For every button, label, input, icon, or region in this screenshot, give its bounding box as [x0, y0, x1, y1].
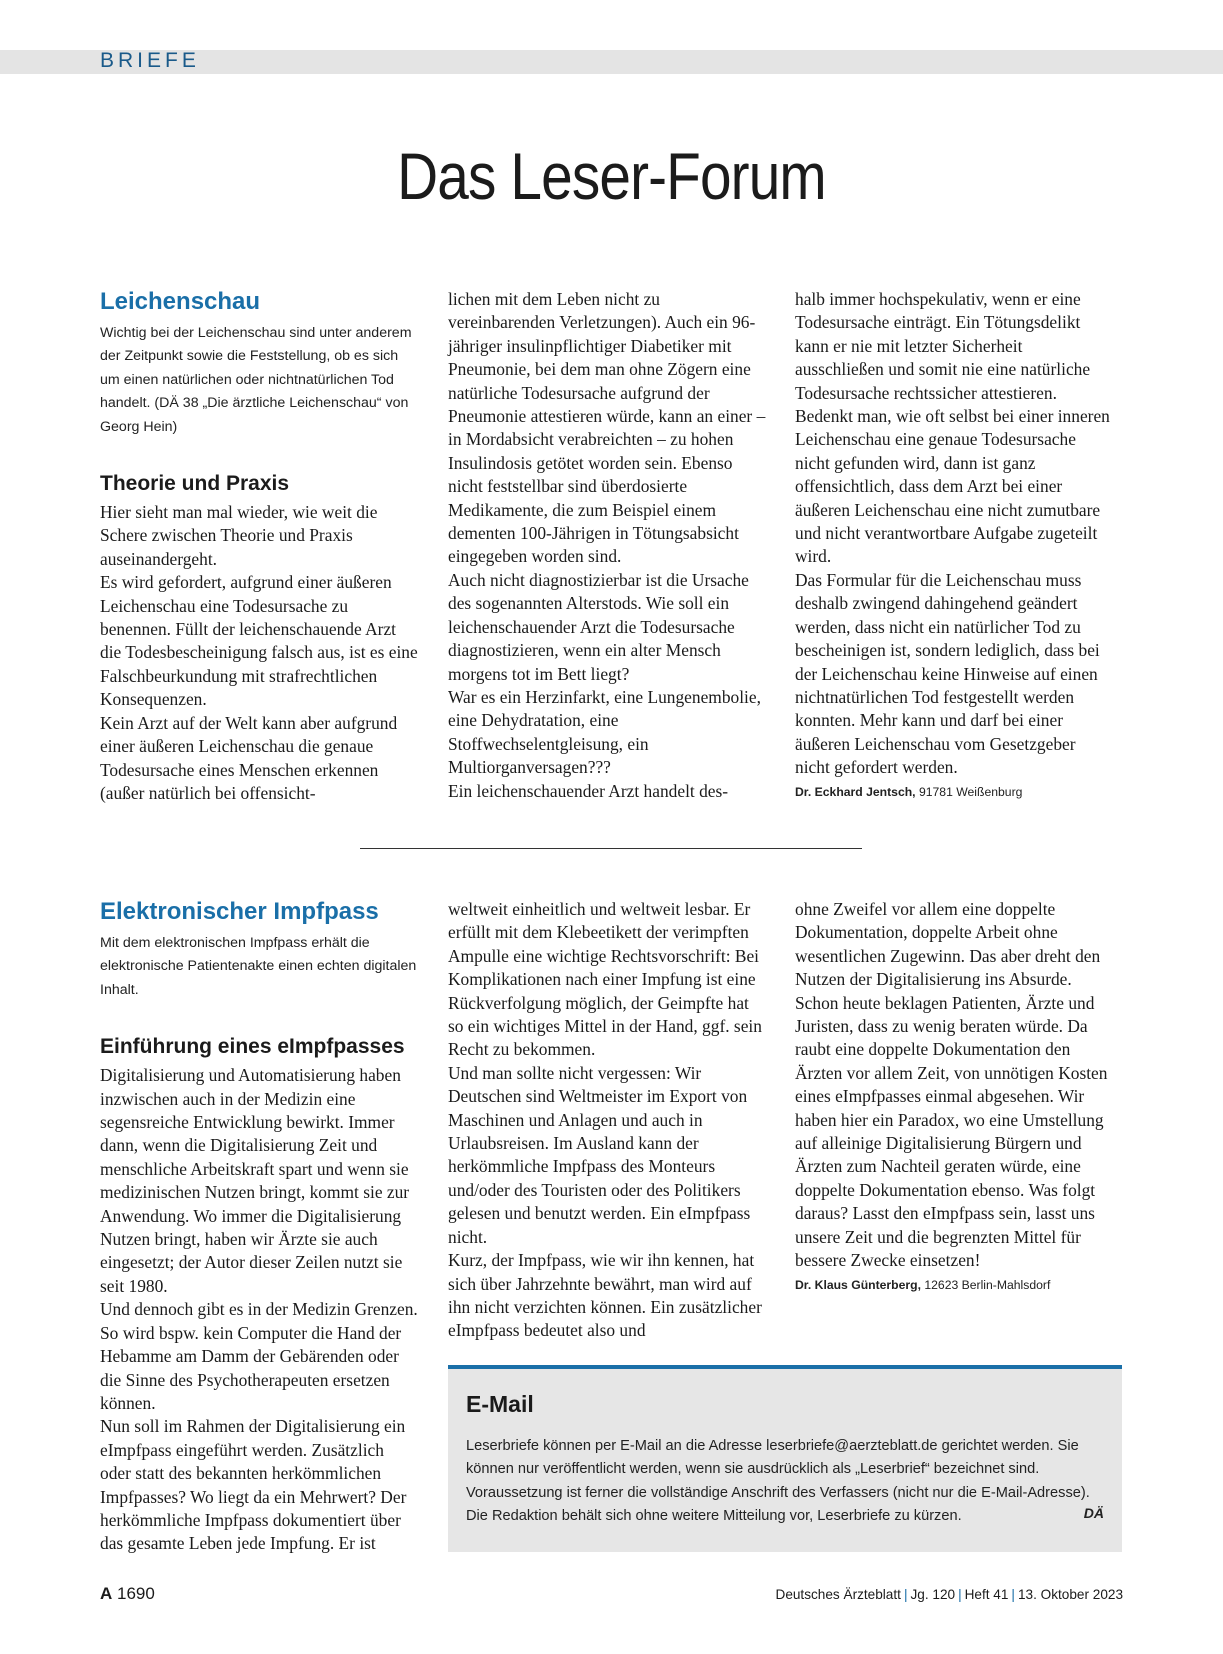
letter-divider [360, 848, 862, 849]
signature-name: Dr. Klaus Günterberg, [795, 1277, 921, 1292]
signature-name: Dr. Eckhard Jentsch, [795, 784, 916, 799]
footer-date: 13. Oktober 2023 [1017, 1587, 1123, 1602]
page-prefix: A [100, 1584, 113, 1603]
paragraph: Kein Arzt auf der Welt kann aber aufgrund einer äußeren Leichenschau die genaue Todesursache eines Menschen erkennen (außer natürlich bei offensicht- [100, 712, 398, 803]
paragraph: Es wird gefordert, aufgrund einer äußeren Leichenschau eine Todesursache zu benennen. Füllt der leichenschauende Arzt die Todesbescheinigung falsch aus, ist es eine Falschbeurkundung mit strafrechtlichen Konsequenzen. [100, 572, 418, 710]
letter2-body-3 [795, 898, 1113, 1273]
letter1-signature [795, 782, 1113, 802]
letter1-body-2 [448, 288, 766, 803]
letter2-heading: Elektronischer Impfpass [100, 898, 379, 925]
page-number-value: 1690 [117, 1584, 155, 1603]
footer-volume: Jg. 120 [910, 1587, 956, 1602]
footer-separator: | [903, 1587, 908, 1602]
paragraph: Und man sollte nicht vergessen: Wir Deutschen sind Weltmeister im Export von Maschinen und Anlagen und auch in Urlaubsreisen. Im Ausland kann der herkömmliche Impfpass des Monteurs und/oder des Touristen oder des Politikers gelesen und benutzt werden. Ein eImpfpass nicht. [448, 1062, 751, 1247]
letter1-column-2 [448, 288, 766, 803]
paragraph: lichen mit dem Leben nicht zu vereinbarenden Verletzungen). Auch ein 96-jähriger insulinpflichtiger Diabetiker mit Pneumonie, bei dem man ohne Zögern eine natürliche Todesursache aufgrund der Pneumonie attestieren würde, kann an einer – in Mordabsicht verabreichten – zu hohen Insulindosis getötet worden sein. Ebenso nicht feststellbar sind überdosierte Medikamente, die zum Beispiel einem dementen 100-Jährigen in Tötungsabsicht eingegeben worden sind. [448, 289, 766, 567]
letter2-column-3 [795, 898, 1113, 1295]
page-title: Das Leser-Forum [397, 139, 826, 213]
letter1-subheading: Theorie und Praxis [100, 472, 290, 496]
email-info-box [448, 1365, 1122, 1552]
paragraph: Kurz, der Impfpass, wie wir ihn kennen, hat sich über Jahrzehnte bewährt, man wird auf ihn nicht verzichten können. Ein zusätzlicher eImpfpass bedeutet also und [448, 1250, 762, 1341]
paragraph: Das Formular für die Leichenschau muss deshalb zwingend dahingehend geändert werden, dass nicht ein natürlicher Tod zu bescheinigen ist, sondern lediglich, dass bei der Leichenschau keine Hinweise auf einen nichtnatürlichen Tod festgestellt werden konnten. Mehr kann und darf bei einer äußeren Leichenschau vom Gesetzgeber nicht gefordert werden. [795, 569, 1100, 778]
letter1-body-3 [795, 288, 1113, 780]
letter2-column-2 [448, 898, 766, 1343]
letter2-subheading: Einführung eines eImpfpasses [100, 1035, 405, 1059]
paragraph: Nun soll im Rahmen der Digitalisierung ein eImpfpass eingeführt werden. Zusätzlich oder statt des bekannten herkömmlichen Impfpasses? Wo liegt da ein Mehrwert? Der herkömmliche Impfpass dokumentiert über das gesamte Leben jede Impfung. Er ist [100, 1416, 407, 1554]
letter1-column-1 [100, 288, 418, 805]
section-label: BRIEFE [100, 49, 200, 72]
signature-place: 12623 Berlin-Mahlsdorf [924, 1277, 1051, 1292]
page-number [100, 1584, 155, 1604]
letter1-heading: Leichenschau [100, 288, 261, 315]
footer-separator: | [1011, 1587, 1015, 1602]
footer-journal: Deutsches Ärzteblatt [775, 1587, 901, 1602]
paragraph: Schon heute beklagen Patienten, Ärzte und Juristen, dass zu wenig beraten würde. Da raubt eine doppelte Dokumentation den Ärzten vor allem Zeit, von unnötigen Kosten eines eImpfpasses einmal abgesehen. Wir haben hier ein Paradox, wo eine Umstellung auf alleinige Digitalisierung Bürgern und Ärzten zum Nachteil geraten würde, eine doppelte Dokumentation ebenso. Was folgt daraus? Lasst den eImpfpass sein, lasst uns unsere Zeit und die begrenzten Mittel für bessere Zwecke einsetzen! [795, 992, 1108, 1271]
paragraph: Auch nicht diagnostizierbar ist die Ursache des sogenannten Alterstods. Wie soll ein leichenschauender Arzt die Todesursache diagnostizieren, wenn ein alter Mensch morgens tot im Bett liegt? [448, 569, 749, 684]
paragraph: Digitalisierung und Automatisierung haben inzwischen auch in der Medizin eine segensreiche Entwicklung bewirkt. Immer dann, wenn die Digitalisierung Zeit und menschliche Arbeitskraft spart und wenn sie medizinischen Nutzen bringt, kommt sie zur Anwendung. Wo immer die Digitalisierung Nutzen bringt, haben wir Ärzte sie auch eingesetzt; der Autor dieser Zeilen nutzt sie seit 1980. [100, 1065, 410, 1296]
letter1-body-1 [100, 501, 418, 805]
email-box-title: E-Mail [466, 1391, 534, 1417]
paragraph: Bedenkt man, wie oft selbst bei einer inneren Leichenschau eine genaue Todesursache nicht gefunden wird, dann ist ganz offensichtlich, dass dem Arzt bei einer äußeren Leichenschau eine nicht zumutbare und nicht verantwortbare Aufgabe zugeteilt wird. [795, 406, 1110, 567]
paragraph: Hier sieht man mal wieder, wie weit die Schere zwischen Theorie und Praxis auseinandergeht. [100, 502, 378, 569]
paragraph: weltweit einheitlich und weltweit lesbar. Er erfüllt mit dem Klebeetikett der verimpften Ampulle eine wichtige Rechtsvorschrift: Bei Komplikationen nach einer Impfung ist eine Rückverfolgung möglich, der Geimpfte hat so ein wichtiges Mittel in der Hand, ggf. sein Recht zu bekommen. [448, 899, 762, 1060]
letter1-intro: Wichtig bei der Leichenschau sind unter anderem der Zeitpunkt sowie die Feststellung, ob es sich um einen natürlichen oder nichtnatürlichen Tod handelt. (DÄ 38 „Die ärztliche Leichenschau“ von Georg Hein) [100, 325, 412, 435]
paragraph: Ein leichenschauender Arzt handelt des- [448, 780, 729, 801]
paragraph: halb immer hochspekulativ, wenn er eine Todesursache einträgt. Ein Tötungsdelikt kann er nie mit letzter Sicherheit ausschließen und somit nie eine natürliche Todesursache rechtssicher attestieren. [795, 289, 1091, 403]
footer-citation [776, 1587, 1124, 1602]
paragraph: ohne Zweifel vor allem eine doppelte Dokumentation, doppelte Arbeit ohne wesentlichen Zugewinn. Das aber dreht den Nutzen der Digitalisierung ins Absurde. [795, 899, 1101, 990]
letter2-body-1 [100, 1064, 418, 1556]
letter2-column-1 [100, 898, 418, 1556]
footer-issue: Heft 41 [964, 1587, 1009, 1602]
letter1-column-3 [795, 288, 1113, 802]
letter2-body-2 [448, 898, 766, 1343]
paragraph: Und dennoch gibt es in der Medizin Grenzen. So wird bspw. kein Computer die Hand der Hebamme am Damm der Gebärenden oder die Sinne des Psychotherapeuten ersetzen können. [100, 1299, 418, 1413]
footer-separator: | [958, 1587, 962, 1602]
letter2-intro: Mit dem elektronischen Impfpass erhält die elektronische Patientenakte einen echten digitalen Inhalt. [100, 935, 417, 998]
paragraph: War es ein Herzinfarkt, eine Lungenembolie, eine Dehydratation, eine Stoffwechselentgleisung, ein Multiorganversagen??? [448, 686, 761, 778]
email-box-signature: DÄ [1083, 1505, 1104, 1521]
letter2-signature [795, 1275, 1113, 1295]
signature-place: 91781 Weißenburg [918, 784, 1023, 799]
email-box-text: Leserbriefe können per E-Mail an die Adresse leserbriefe@aerzteblatt.de gerichtet werden. Sie können nur veröffentlicht werden, wenn sie ausdrücklich als „Leserbrief“ bezeichnet sind. Voraussetzung ist ferner die vollständige Anschrift des Verfassers (nicht nur die E-Mail-Adresse). Die Redaktion behält sich ohne weitere Mitteilung vor, Leserbriefe zu kürzen. [466, 1438, 1090, 1525]
